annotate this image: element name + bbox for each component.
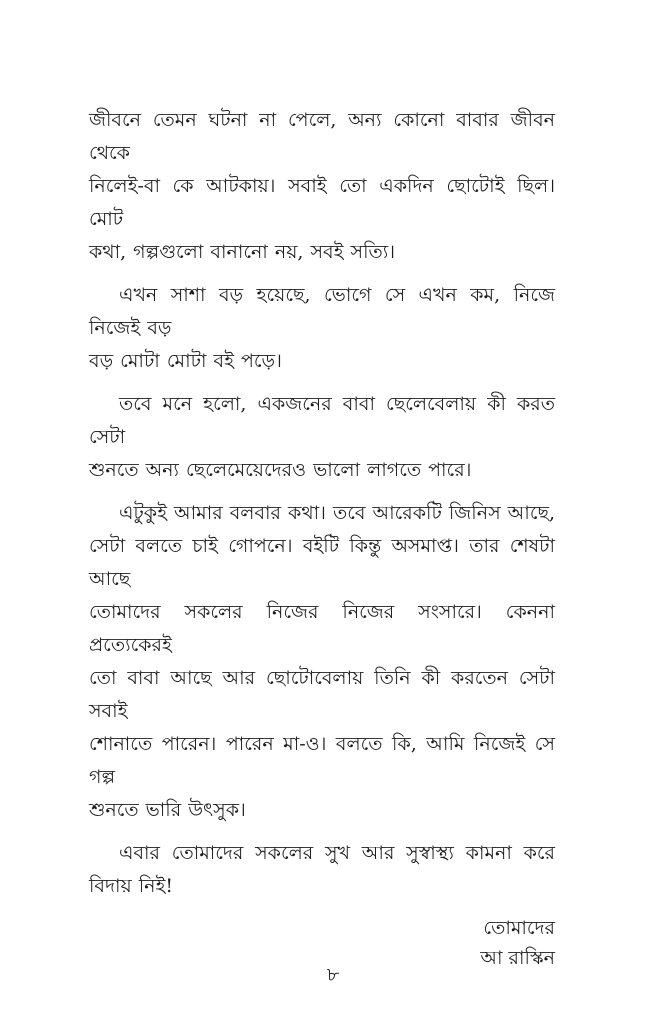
body-text [89, 104, 555, 973]
paragraph-1 [89, 104, 555, 269]
text-line: শোনাতে পারেন। পারেন মা-ও। বলতে কি, আমি নিজেই সে গল্প [89, 733, 555, 788]
text-line: তো বাবা আছে আর ছোটোবেলায় তিনি কী করতেন সেটা সবাই [89, 667, 555, 722]
text-line: শুনতে ভারি উৎসুক। [89, 799, 246, 821]
page-number: ৮ [326, 964, 340, 986]
text-line: কথা, গল্পগুলো বানানো নয়, সবই সত্যি। [89, 241, 396, 263]
signoff-author: আ রাস্কিন [480, 947, 555, 969]
text-line: বড় মোটা মোটা বই পড়ে। [89, 350, 282, 372]
text-line: শুনতে অন্য ছেলেমেয়েদেরও ভালো লাগতে পারে। [89, 459, 472, 481]
paragraph-2 [89, 279, 555, 378]
paragraph-3 [89, 388, 555, 487]
text-line: এখন সাশা বড় হয়েছে, ভোগে সে এখন কম, নিজে নিজেই বড় [89, 284, 555, 339]
text-line: নিলেই-বা কে আটকায়। সবাই তো একদিন ছোটোই ছিল। মোট [89, 175, 555, 230]
paragraph-4 [89, 497, 555, 827]
text-line: এবার তোমাদের সকলের সুখ আর সুস্বাস্থ্য কামনা করে বিদায় নিই! [89, 842, 555, 897]
paragraph-5 [89, 837, 555, 903]
text-line: এটুকুই আমার বলবার কথা। তবে আরেকটি জিনিস আছে, [119, 502, 556, 524]
text-line: তোমাদের সকলের নিজের নিজের সংসারে। কেননা প্রত্যেকেরই [89, 601, 555, 656]
text-line: সেটা বলতে চাই গোপনে। বইটি কিন্তু অসমাপ্ত। তার শেষটা আছে [89, 535, 555, 590]
text-line: তবে মনে হলো, একজনের বাবা ছেলেবেলায় কী করত সেটা [89, 393, 555, 448]
text-line: জীবনে তেমন ঘটনা না পেলে, অন্য কোনো বাবার জীবন থেকে [89, 109, 555, 164]
signoff-salutation: তোমাদের [483, 917, 555, 939]
